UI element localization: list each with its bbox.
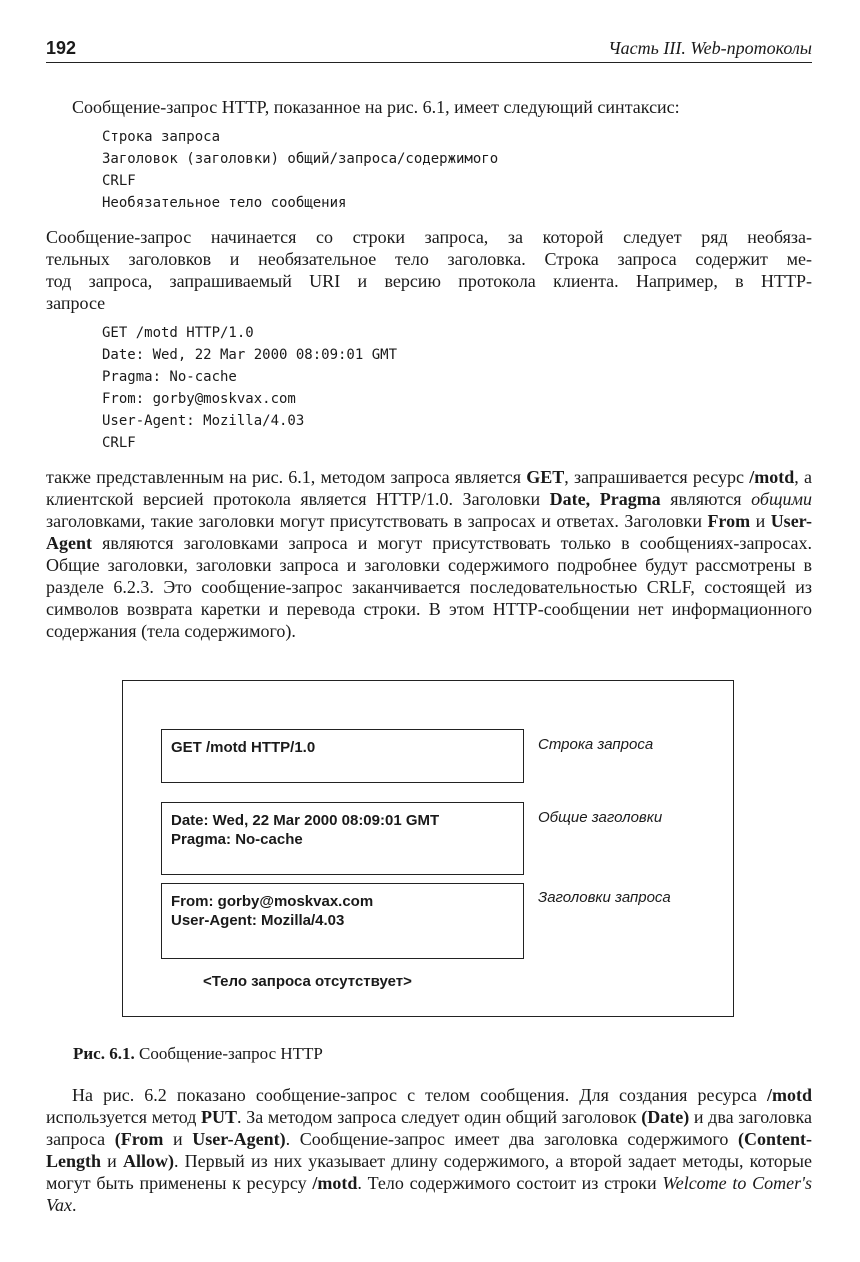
syntax-block bbox=[102, 126, 702, 214]
text-run: . Сообщение-запрос имеет два заголовка содержимого bbox=[285, 1129, 738, 1149]
figure-http-request bbox=[122, 680, 734, 1017]
request-line-paragraph bbox=[46, 226, 812, 314]
caption-label: Рис. 6.1. bbox=[73, 1044, 135, 1063]
text-run: и bbox=[163, 1129, 193, 1149]
example-line: User-Agent: Mozilla/4.03 bbox=[102, 413, 305, 429]
no-body-note: <Тело запроса отсутствует> bbox=[203, 973, 412, 990]
italic-welcome-string: Welcome to Comer's Vax bbox=[46, 1173, 813, 1215]
para-line: запросе bbox=[46, 293, 106, 313]
bold-term-user-agent: User-Agent bbox=[46, 511, 812, 553]
example-line: Date: Wed, 22 Mar 2000 08:09:01 GMT bbox=[102, 347, 398, 363]
section-title: Часть III. Web-протоколы bbox=[608, 38, 812, 58]
request-line-box bbox=[161, 729, 524, 783]
example-request-block bbox=[102, 322, 702, 454]
box-line: From: gorby@moskvax.com bbox=[171, 893, 374, 910]
syntax-line: Необязательное тело сообщения bbox=[102, 195, 347, 211]
bold-term-date: Date, bbox=[549, 489, 591, 509]
put-example-paragraph bbox=[46, 1084, 812, 1216]
example-line: Pragma: No-cache bbox=[102, 369, 237, 385]
figure-caption bbox=[73, 1044, 323, 1064]
caption-text: Сообщение-запрос HTTP bbox=[134, 1044, 323, 1063]
text-run: . Тело содержимого состоит из строки bbox=[357, 1173, 663, 1193]
bold-term-put: PUT bbox=[201, 1107, 238, 1127]
request-headers-box bbox=[161, 883, 524, 959]
page-number: 192 bbox=[46, 38, 77, 58]
text-run: На рис. 6.2 показано сообщение-запрос с телом сообщения. Для создания ресурса bbox=[72, 1085, 767, 1105]
box-line: User-Agent: Mozilla/4.03 bbox=[171, 912, 345, 929]
text-run: . За методом запроса следует один общий заголовок bbox=[237, 1107, 642, 1127]
bold-term-motd: /motd bbox=[312, 1173, 358, 1193]
intro-paragraph: Сообщение-запрос HTTP, показанное на рис. 6.1, имеет следующий синтаксис: bbox=[72, 97, 680, 117]
text-run: и bbox=[750, 511, 771, 531]
para-line: тод запроса, запрашиваемый URI и версию протокола клиента. Например, в HTTP- bbox=[46, 271, 812, 291]
example-line: From: gorby@moskvax.com bbox=[102, 391, 296, 407]
request-line-label: Строка запроса bbox=[538, 736, 654, 753]
text-run: . Первый из них указывает длину содержимого, а второй задает методы, которые могут быть применены к ресурсу bbox=[46, 1151, 812, 1193]
text-run: . bbox=[72, 1195, 77, 1215]
bold-term-date: (Date) bbox=[641, 1107, 690, 1127]
general-headers-box bbox=[161, 802, 524, 875]
bold-term-get: GET bbox=[526, 467, 565, 487]
box-line: Date: Wed, 22 Mar 2000 08:09:01 GMT bbox=[171, 812, 440, 829]
bold-term-allow: Allow) bbox=[122, 1151, 174, 1171]
text-run: используется метод bbox=[46, 1107, 202, 1127]
text-run: являются заголовками запроса и могут присутствовать только в сообщениях-запросах. Общие заголовки, заголовки запроса и заголовки содержимого подробнее будут рассмотрены в разделе 6.2.3. Это сообщение-запрос заканчивается последовательностью CRLF, состоящей из символов возврата каретки и перевода строки. В этом HTTP-сообщении нет информационного содержания (тела содержимого). bbox=[46, 533, 812, 641]
text-run: и два заголовка запроса bbox=[46, 1107, 812, 1149]
text-run: заголовками, такие заголовки могут присутствовать в запросах и ответах. Заголовки bbox=[46, 511, 708, 531]
bold-term-motd: /motd bbox=[767, 1085, 812, 1105]
syntax-line: CRLF bbox=[102, 173, 136, 189]
bold-term-from: From bbox=[707, 511, 751, 531]
request-headers-label: Заголовки запроса bbox=[538, 889, 671, 906]
explanation-paragraph bbox=[46, 466, 812, 642]
italic-term-general: общими bbox=[751, 489, 813, 509]
bold-term-motd: /motd bbox=[749, 467, 795, 487]
text-run: и bbox=[101, 1151, 123, 1171]
example-line: GET /motd HTTP/1.0 bbox=[102, 325, 254, 341]
bold-term-from: (From bbox=[114, 1129, 164, 1149]
para-line: тельных заголовков и необязательное тело заголовка. Строка запроса содержит ме- bbox=[46, 249, 812, 269]
text-run: , а клиентской версией протокола является HTTP/1.0. Заголовки bbox=[46, 467, 812, 509]
bold-term-content-length: (Content-Length bbox=[46, 1129, 812, 1171]
example-line: CRLF bbox=[102, 435, 136, 451]
box-line: GET /motd HTTP/1.0 bbox=[171, 739, 316, 756]
bold-term-user-agent: User-Agent) bbox=[192, 1129, 286, 1149]
bold-term-pragma: Pragma bbox=[599, 489, 661, 509]
para-line: Сообщение-запрос начинается со строки запроса, за которой следует ряд необяза- bbox=[46, 227, 812, 247]
box-line: Pragma: No-cache bbox=[171, 831, 303, 848]
text-run bbox=[590, 489, 600, 509]
general-headers-label: Общие заголовки bbox=[538, 809, 663, 826]
text-run: также представленным на рис. 6.1, методом запроса является bbox=[46, 467, 527, 487]
running-header bbox=[46, 38, 812, 63]
text-run: являются bbox=[660, 489, 752, 509]
syntax-line: Заголовок (заголовки) общий/запроса/содержимого bbox=[102, 151, 499, 167]
syntax-line: Строка запроса bbox=[102, 129, 221, 145]
text-run: , запрашивается ресурс bbox=[564, 467, 750, 487]
